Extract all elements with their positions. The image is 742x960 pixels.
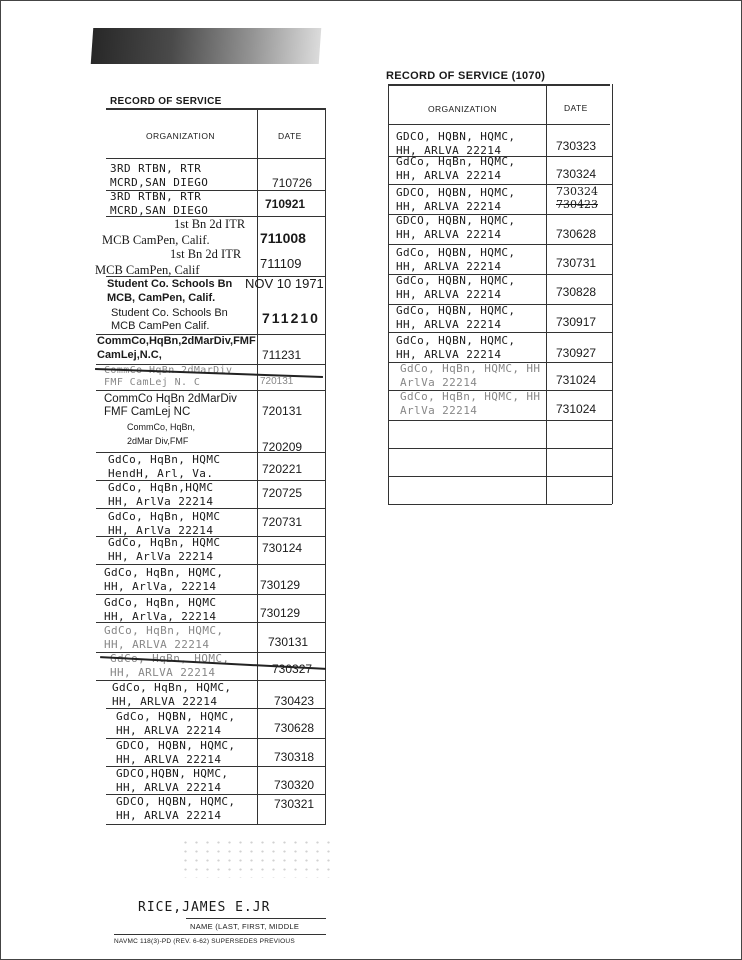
right-entry-5-date: 730731 [556, 256, 597, 270]
left-entry-21-date: 730318 [274, 750, 315, 764]
right-entry-3-date-struck: 730423 [556, 198, 598, 211]
right-entry-3-date: 730324 [556, 185, 598, 198]
left-entry-9-date: 720131 [262, 404, 303, 418]
right-entry-9-org: GdCo, HqBn, HQMC, HH ArlVa 22214 [400, 362, 541, 389]
left-entry-2-org: 3RD RTBN, RTR MCRD,SAN DIEGO [110, 190, 209, 217]
left-entry-21-org: GDCO, HQBN, HQMC, HH, ARLVA 22214 [116, 739, 236, 766]
left-entry-15-org: GdCo, HqBn, HQMC, HH, ArlVa, 22214 [104, 566, 224, 593]
scan-specks [180, 838, 330, 878]
right-entry-10-org: GdCo, HqBn, HQMC, HH ArlVa 22214 [400, 390, 541, 417]
right-entry-4-date: 730628 [556, 227, 597, 241]
left-entry-14-org: GdCo, HqBn, HQMC HH, ArlVa 22214 [108, 536, 221, 563]
left-entry-2-date: 710921 [265, 197, 306, 211]
left-entry-10-org: CommCo, HqBn, 2dMar Div,FMF [127, 422, 196, 446]
left-entry-11-org: GdCo, HqBn, HQMC HendH, Arl, Va. [108, 453, 221, 480]
right-entry-4-org: GDCO, HQBN, HQMC, HH, ARLVA 22214 [396, 214, 516, 241]
left-entry-11-date: 720221 [262, 462, 303, 476]
left-entry-20-org: GdCo, HQBN, HQMC, HH, ARLVA 22214 [116, 710, 236, 737]
right-entry-7-date: 730917 [556, 315, 597, 329]
left-entry-1-date: 710726 [272, 176, 313, 190]
right-org-header: ORGANIZATION [428, 104, 497, 114]
form-identifier: NAVMC 118(3)-PD (REV. 6-62) SUPERSEDES PREVIOUS [114, 938, 295, 945]
left-entry-12-date: 720725 [262, 486, 303, 500]
left-entry-8-date: 720131 [260, 376, 294, 387]
left-entry-22-org: GDCO,HQBN, HQMC, HH, ARLVA 22214 [116, 767, 229, 794]
right-entry-5-org: GdCo, HQBN, HQMC, HH, ARLVA 22214 [396, 246, 516, 273]
left-entry-20-date: 730628 [274, 721, 315, 735]
right-entry-10-date: 731024 [556, 402, 597, 416]
left-entry-13-date: 720731 [262, 515, 303, 529]
left-entry-19-org: GdCo, HqBn, HQMC, HH, ARLVA 22214 [112, 681, 232, 708]
left-org-header: ORGANIZATION [146, 131, 215, 141]
left-entry-12-org: GdCo, HqBn,HQMC HH, ArlVa 22214 [108, 481, 214, 508]
right-date-header: DATE [564, 103, 588, 113]
left-entry-6-date: 711210 [262, 310, 320, 326]
left-entry-6-org: Student Co. Schools Bn MCB CamPen Calif. [111, 307, 228, 332]
right-entry-9-date: 731024 [556, 373, 597, 387]
left-entry-23-date: 730321 [274, 797, 315, 811]
right-card-title: RECORD OF SERVICE (1070) [386, 70, 546, 82]
right-entry-3-org: GDCO, HQBN, HQMC, HH, ARLVA 22214 [396, 186, 516, 213]
right-entry-6-date: 730828 [556, 285, 597, 299]
right-entry-2-org: GdCo, HqBn, HQMC, HH, ARLVA 22214 [396, 155, 516, 182]
redaction-smudge [91, 28, 322, 64]
left-date-header: DATE [278, 131, 302, 141]
left-entry-23-org: GDCO, HQBN, HQMC, HH, ARLVA 22214 [116, 795, 236, 822]
left-entry-17-date: 730131 [268, 635, 309, 649]
right-entry-1-org: GDCO, HQBN, HQMC, HH, ARLVA 22214 [396, 130, 516, 157]
left-entry-10-date: 720209 [262, 440, 303, 454]
left-entry-19-date: 730423 [274, 694, 315, 708]
left-entry-17-org: GdCo, HqBn, HQMC, HH, ARLVA 22214 [104, 624, 224, 651]
service-member-name: RICE,JAMES E.JR [138, 900, 271, 915]
left-entry-9-org: CommCo HqBn 2dMarDiv FMF CamLej NC [104, 393, 237, 418]
left-entry-18-date: 730327 [272, 662, 313, 676]
left-entry-8-org: CommCo HqBn 2dMarDiv FMF CamLej N. C [104, 365, 233, 388]
left-entry-16-org: GdCo, HqBn, HQMC HH, ArlVa, 22214 [104, 596, 217, 623]
left-entry-3-date: 711008 [260, 230, 306, 246]
left-entry-16-date: 730129 [260, 606, 301, 620]
left-entry-4-date: 711109 [260, 256, 302, 271]
left-entry-4-org: 1st Bn 2d ITR MCB CamPen, Calif [95, 247, 242, 277]
right-entry-8-date: 730927 [556, 346, 597, 360]
left-card-title: RECORD OF SERVICE [110, 96, 222, 107]
left-entry-7-org: CommCo,HqBn,2dMarDiv,FMF CamLej,N.C, [97, 335, 256, 361]
left-entry-1-org: 3RD RTBN, RTR MCRD,SAN DIEGO [110, 162, 209, 189]
left-entry-18-org: GdCo, HqBn, HQMC, HH, ARLVA 22214 [110, 652, 230, 679]
right-entry-6-org: GdCo, HQBN, HQMC, HH, ARLVA 22214 [396, 274, 516, 301]
left-entry-3-org: 1st Bn 2d ITR MCB CamPen, Calif. [102, 217, 246, 247]
left-entry-22-date: 730320 [274, 778, 315, 792]
right-entry-8-org: GdCo, HQBN, HQMC, HH, ARLVA 22214 [396, 334, 516, 361]
left-entry-5-org: Student Co. Schools Bn MCB, CamPen, Calif. [107, 278, 233, 304]
name-field-label: NAME (LAST, FIRST, MIDDLE [190, 922, 300, 931]
right-entry-1-date: 730323 [556, 139, 597, 153]
left-entry-5-date: NOV 10 1971 [245, 276, 324, 291]
left-entry-7-date: 711231 [262, 348, 302, 362]
left-entry-13-org: GdCo, HqBn, HQMC HH, ArlVa 22214 [108, 510, 221, 537]
right-entry-2-date: 730324 [556, 167, 597, 181]
left-entry-15-date: 730129 [260, 578, 301, 592]
right-entry-7-org: GdCo, HQBN, HQMC, HH, ARLVA 22214 [396, 304, 516, 331]
left-entry-14-date: 730124 [262, 541, 303, 555]
